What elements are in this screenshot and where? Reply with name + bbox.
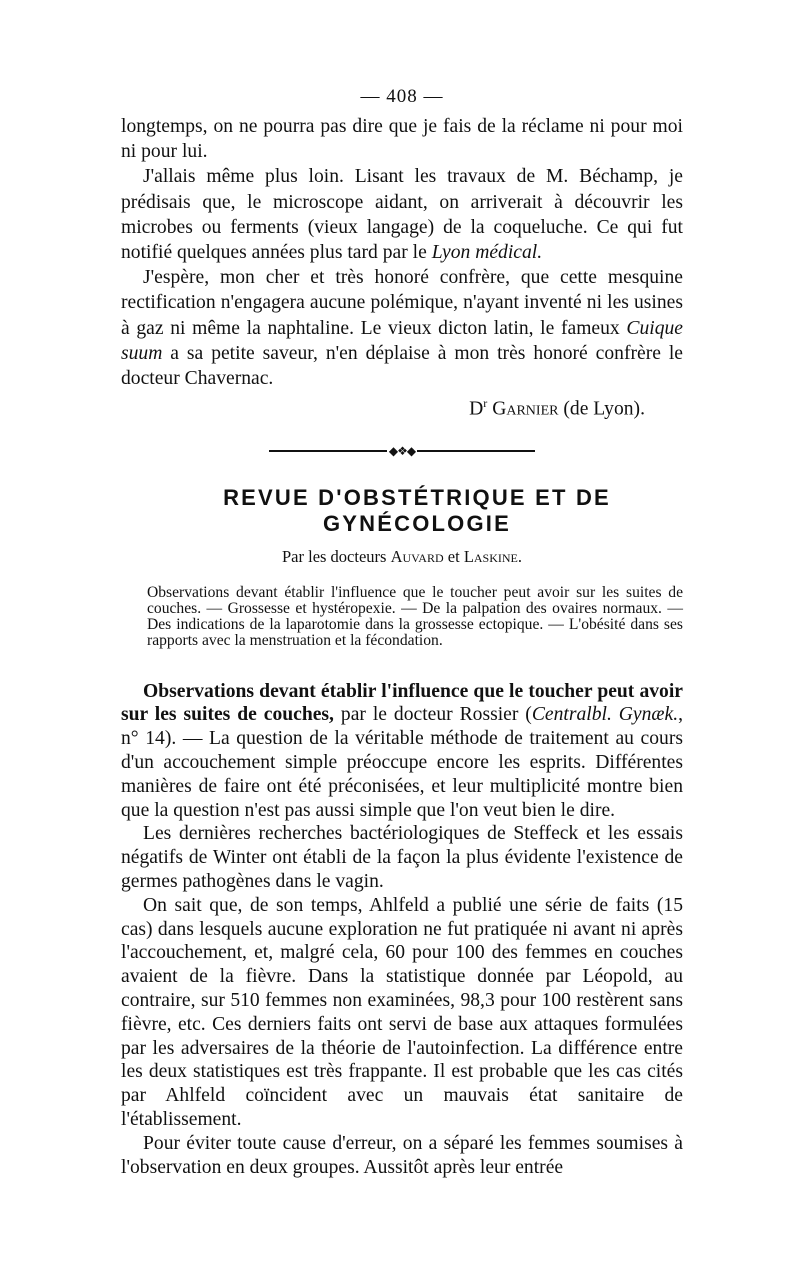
author-2: Laskine xyxy=(463,546,518,566)
continuation-paragraph-1: longtemps, on ne pourra pas dire que je fais de la réclame ni pour moi ni pour lui. xyxy=(121,116,683,163)
article-paragraph-3: On sait que, de son temps, Ahlfeld a publié une série de faits (15 cas) dans lesquels aucune exploration ne fut pratiquée ni avant ni après l'accouchement, et, malgré cela, 60 pour 100 des femmes en couches avaient de la fièvre. Dans la statistique donnée par Léopold, au contraire, sur 510 femmes non examinées, 98,3 pour 100 restèrent sans fièvre, etc. Ces derniers faits ont servi de base aux attaques formulées par les adversaires de la théorie de l'autoinfection. La différence entre les deux statistiques est très frappante. Il est probable que les cas cités par Ahlfeld coïncident avec un mauvais état sanitaire de l'établissement. xyxy=(121,894,683,1130)
divider-ornament-icon: ◆❖◆ xyxy=(388,443,416,458)
paragraph-3-text-a: J'espère, mon cher et très honoré confrère, que cette mesquine rectification n'engagera aucune polémique, n'ayant inventé ni les usines à gaz ni même la naphtaline. Le vieux dicton latin, le fameux xyxy=(121,267,683,339)
signature-prefix: D xyxy=(469,398,484,420)
signature-place: (de Lyon). xyxy=(558,398,645,420)
article-paragraph-1 xyxy=(121,680,683,823)
page-number: — 408 — xyxy=(360,86,444,107)
divider-line-left xyxy=(269,450,387,452)
article-citation-end: , n° 14). — La question de la véritable méthode de traitement au cours d'un accouchement simple préoccupe encore les esprits. Différentes manières de faire ont été préconisées, et leur multiplicité montre bien que la question n'est pas aussi simple que l'on veut bien le dire. xyxy=(121,704,683,821)
signature-name: Garnier xyxy=(492,398,559,420)
section-divider xyxy=(121,444,683,459)
section-summary: Observations devant établir l'influence que le toucher peut avoir sur les suites de couches. — Grossesse et hystéropexie. — De la palpation des ovaires normaux. — Des indications de la laparotomie dans la grossesse ectopique. — L'obésité dans ses rapports avec la menstruation et la fécondation. xyxy=(147,583,683,650)
section-heading: REVUE D'OBSTÉTRIQUE ET DE GYNÉCOLOGIE xyxy=(223,484,611,536)
latin-phrase: Cuique suum xyxy=(121,317,683,364)
byline-and: et xyxy=(443,546,464,566)
divider-line-right xyxy=(417,450,535,452)
author-1: Auvard xyxy=(390,546,444,566)
book-page xyxy=(121,86,683,1179)
article-journal: Centralbl. Gynæk. xyxy=(531,704,679,726)
byline-end: . xyxy=(517,546,523,566)
article-body xyxy=(121,680,683,1180)
paragraph-2-text: J'allais même plus loin. Lisant les travaux de M. Béchamp, je prédisais que, le microscope aidant, on arriverait à découvrir les microbes ou ferments (vieux langage) de la coqueluche. Ce qui fut notifié quelques années plus tard par le xyxy=(121,166,683,264)
article-title: Observations devant établir l'influence que le toucher peut avoir sur les suites de couches, xyxy=(121,680,683,726)
signature-sup: r xyxy=(483,396,488,411)
signature xyxy=(121,391,645,422)
continuation-paragraph-2 xyxy=(121,164,683,265)
section-byline xyxy=(121,547,683,567)
continuation-paragraph-3 xyxy=(121,265,683,391)
journal-name: Lyon médical. xyxy=(431,242,543,264)
article-paragraph-2: Les dernières recherches bactériologiques de Steffeck et les essais négatifs de Winter ont établi de la façon la plus évidente l'existence de germes pathogènes dans le vagin. xyxy=(121,823,683,892)
byline-prefix: Par les docteurs xyxy=(281,546,391,566)
article-title-after: par le docteur Rossier ( xyxy=(333,704,532,726)
article-paragraph-4: Pour éviter toute cause d'erreur, on a séparé les femmes soumises à l'observation en deux groupes. Aussitôt après leur entrée xyxy=(121,1132,683,1178)
paragraph-3-text-b: a sa petite saveur, n'en déplaise à mon très honoré confrère le docteur Chavernac. xyxy=(121,342,683,390)
